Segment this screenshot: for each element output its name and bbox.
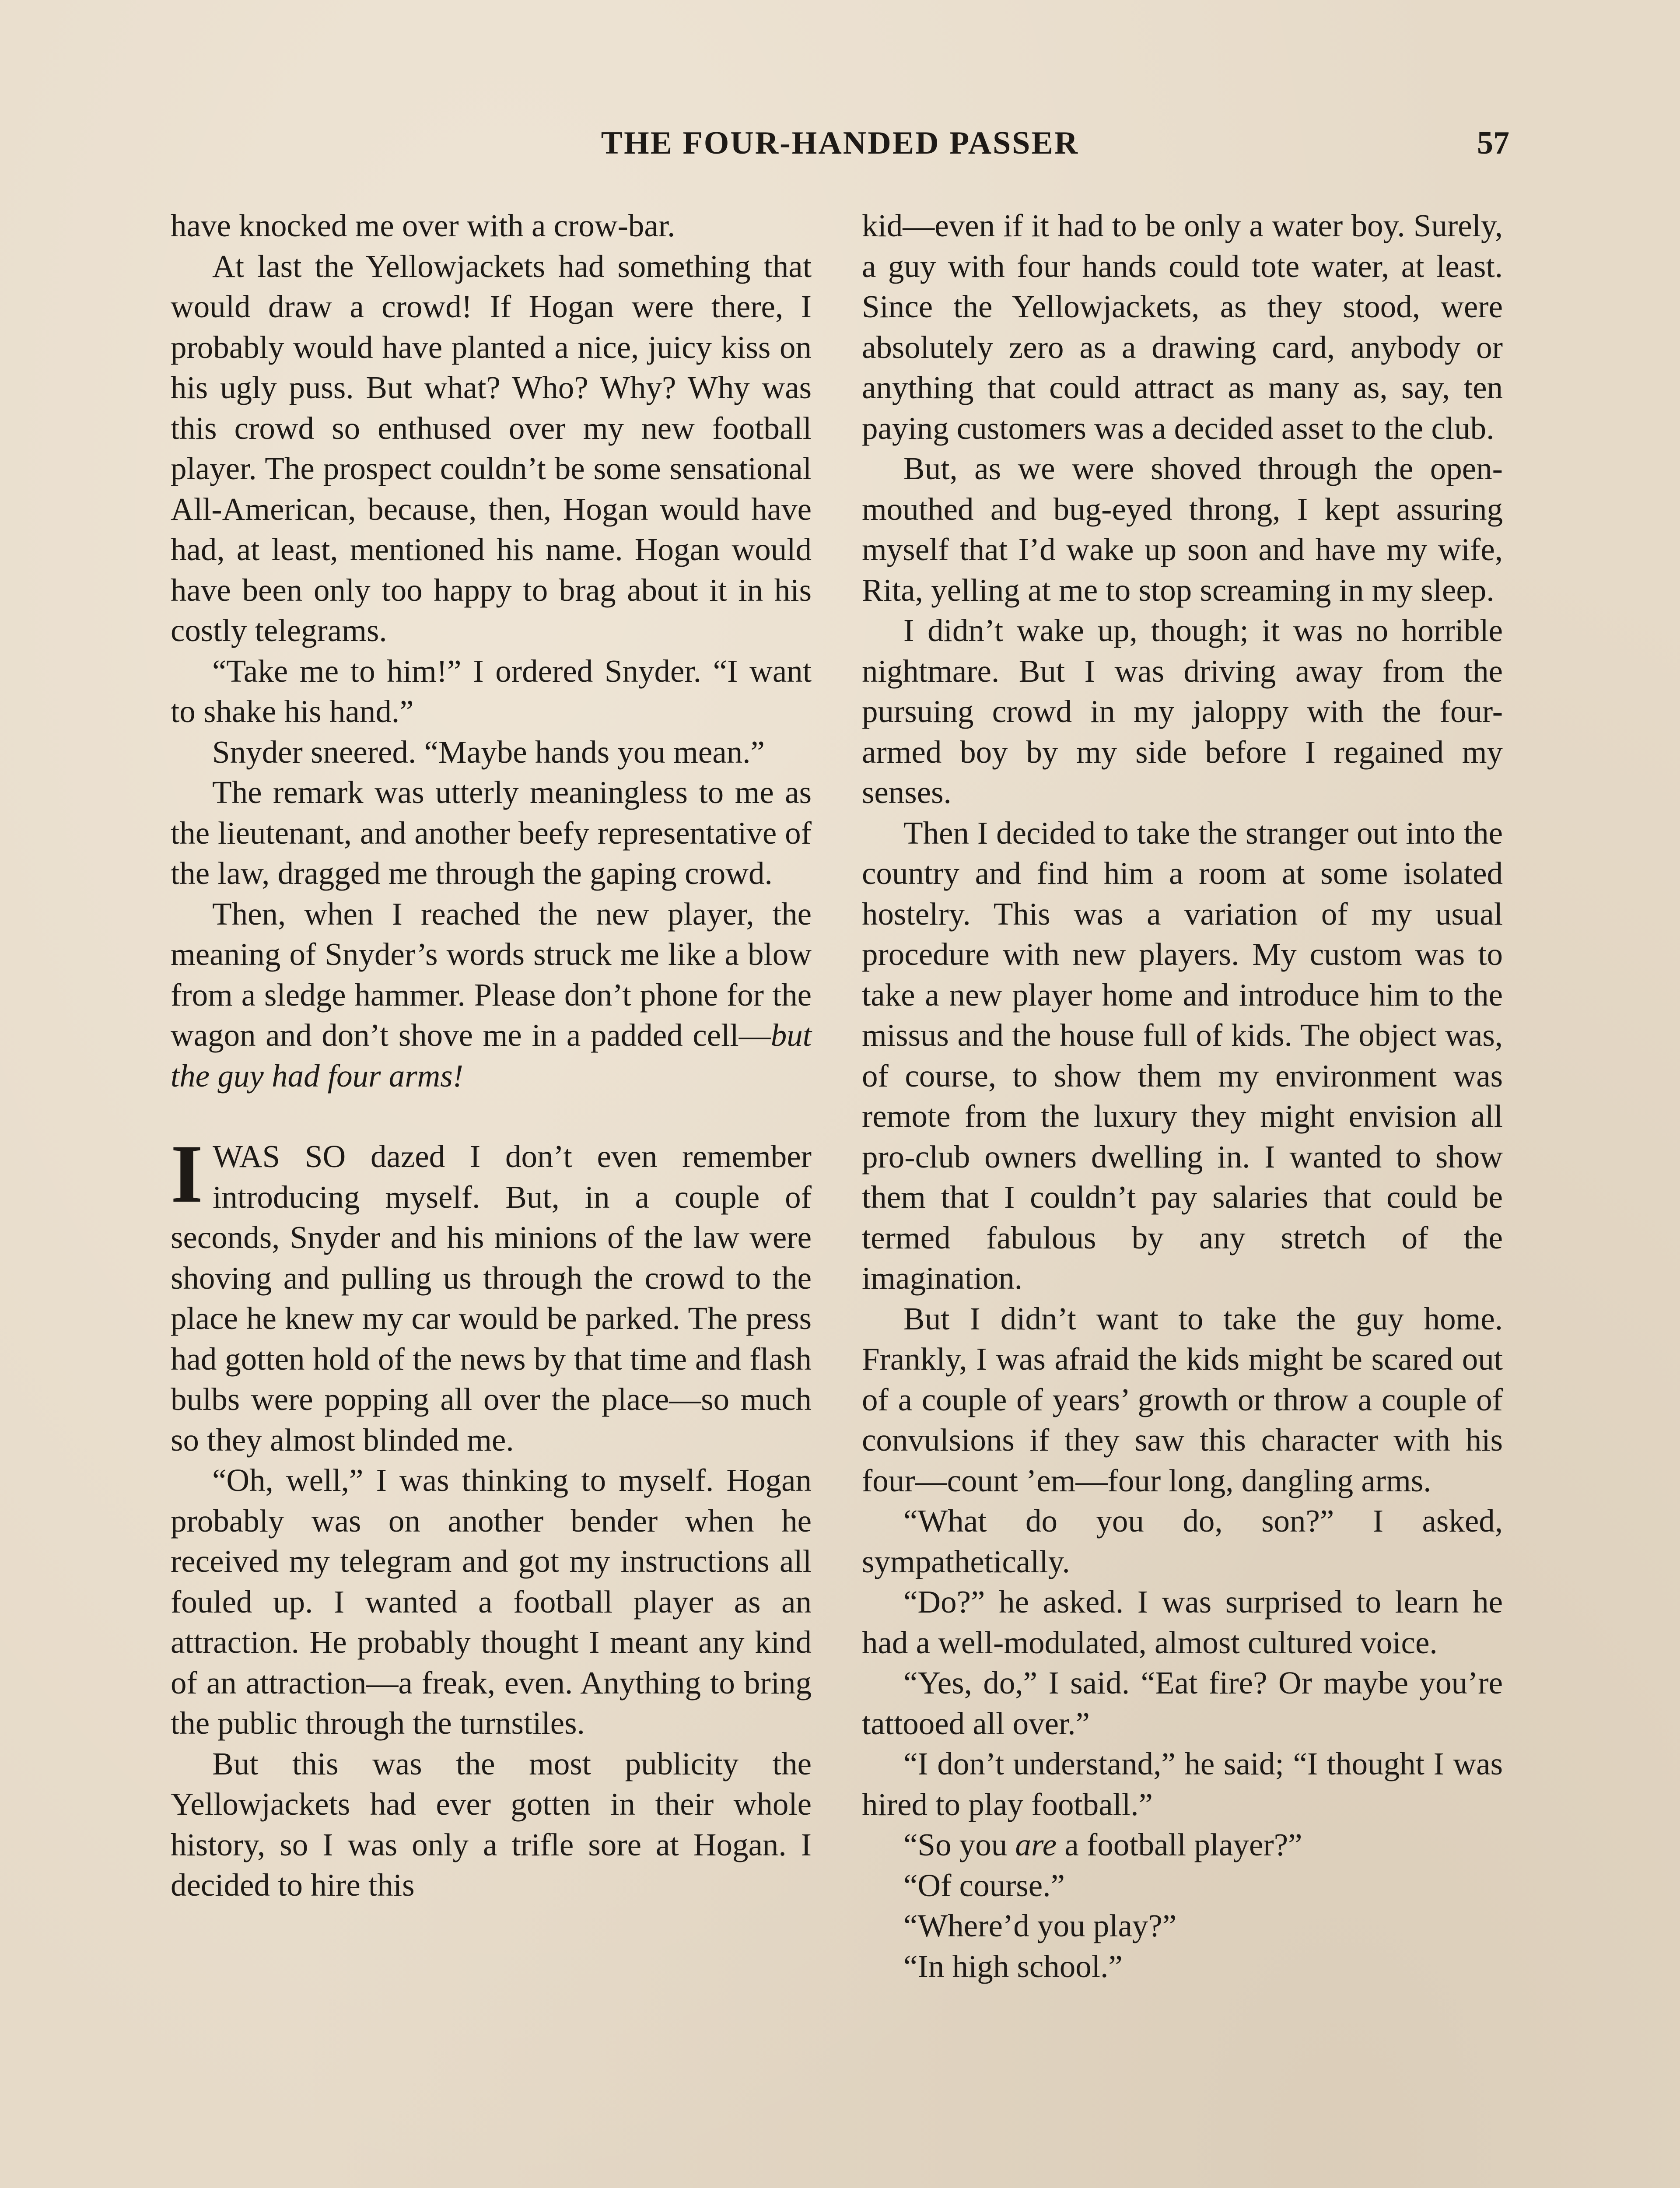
- paragraph: “What do you do, son?” I asked, sympathetically.: [862, 1503, 1503, 1579]
- paragraph: I didn’t wake up, though; it was no horrible nightmare. But I was driving away from the pursuing crowd in my jaloppy with the four-armed boy by my side before I regained my senses.: [862, 613, 1503, 810]
- paragraph: Snyder sneered. “Maybe hands you mean.”: [212, 734, 765, 770]
- paragraph: “Yes, do,” I said. “Eat fire? Or maybe you’re tattooed all over.”: [862, 1665, 1503, 1741]
- italic-emphasis: are: [1015, 1827, 1057, 1862]
- running-title: THE FOUR-HANDED PASSER: [601, 125, 1079, 161]
- paragraph: The remark was utterly meaningless to me as the lieutenant, and another beefy representative of the law, dragged me through the gaping crowd.: [171, 775, 812, 891]
- paragraph: But I didn’t want to take the guy home. Frankly, I was afraid the kids might be scared out of a couple of years’ growth or throw a couple of convulsions if they saw this character with his four—count ’em—four long, dangling arms.: [862, 1301, 1503, 1498]
- drop-cap: I: [171, 1128, 203, 1220]
- paragraph: have knocked me over with a crow-bar.: [171, 208, 676, 243]
- page-number: 57: [1477, 125, 1509, 161]
- paragraph-text: Then, when I reached the new player, the meaning of Snyder’s words struck me like a blow from a sledge hammer. Please don’t phone for the wagon and don’t shove me in a padded cell—: [171, 896, 812, 1053]
- paragraph: But, as we were shoved through the open-mouthed and bug-eyed throng, I kept assuring myself that I’d wake up soon and have my wife, Rita, yelling at me to stop screaming in my sleep.: [862, 451, 1503, 608]
- paragraph: But this was the most publicity the Yellowjackets had ever gotten in their whole history, so I was only a trifle sore at Hogan. I decided to hire this: [171, 1746, 812, 1903]
- left-column: [171, 206, 812, 1906]
- paragraph: “Where’d you play?”: [903, 1908, 1177, 1943]
- paragraph: “Oh, well,” I was thinking to myself. Hogan probably was on another bender when he received my telegram and got my instructions all fouled up. I wanted a football player as an attraction. He probably thought I meant any kind of an attraction—a freak, even. Anything to bring the public through the turnstiles.: [171, 1462, 812, 1741]
- paragraph: “Do?” he asked. I was surprised to learn he had a well-modulated, almost cultured voice.: [862, 1584, 1503, 1660]
- right-column: [862, 206, 1503, 1987]
- italic-emphasis: but the guy had four arms!: [171, 1017, 812, 1094]
- paragraph-text: WAS SO dazed I don’t even remember introducing myself. But, in a couple of seconds, Snyder and his minions of the law were shoving and pulling us through the crowd to the place he knew my car would be parked. The press had gotten hold of the news by that time and flash bulbs were popping all over the place—so much so they almost blinded me.: [171, 1139, 812, 1458]
- paragraph: Then I decided to take the stranger out into the country and find him a room at some isolated hostelry. This was a variation of my usual procedure with new players. My custom was to take a new player home and introduce him to the missus and the house full of kids. The object was, of course, to show them my environment was remote from the luxury they might envision all pro-club owners dwelling in. I wanted to show them that I couldn’t pay salaries that could be termed fabulous by any stretch of the imagination.: [862, 815, 1503, 1296]
- paragraph: At last the Yellowjackets had something that would draw a crowd! If Hogan were there, I probably would have planted a nice, juicy kiss on his ugly puss. But what? Who? Why? Why was this crowd so enthused over my new football player. The prospect couldn’t be some sensational All-American, because, then, Hogan would have had, at least, mentioned his name. Hogan would have been only too happy to brag about it in his costly telegrams.: [171, 248, 812, 648]
- paragraph: “Take me to him!” I ordered Snyder. “I want to shake his hand.”: [171, 653, 812, 729]
- paragraph: “I don’t understand,” he said; “I thought I was hired to play football.”: [862, 1746, 1503, 1822]
- paragraph: kid—even if it had to be only a water boy. Surely, a guy with four hands could tote water, at least. Since the Yellowjackets, as they stood, were absolutely zero as a drawing card, anybody or anything that could attract as many as, say, ten paying customers was a decided asset to the club.: [862, 208, 1503, 446]
- paragraph-text: a football player?”: [1064, 1827, 1302, 1862]
- paragraph: [171, 894, 812, 1097]
- page-header: [171, 125, 1509, 173]
- paragraph: “In high school.”: [903, 1948, 1123, 1984]
- section-opening-paragraph: [171, 1128, 812, 1460]
- paragraph-text: “So you: [903, 1827, 1008, 1862]
- paragraph: [862, 1825, 1503, 1865]
- paragraph: “Of course.”: [903, 1867, 1065, 1903]
